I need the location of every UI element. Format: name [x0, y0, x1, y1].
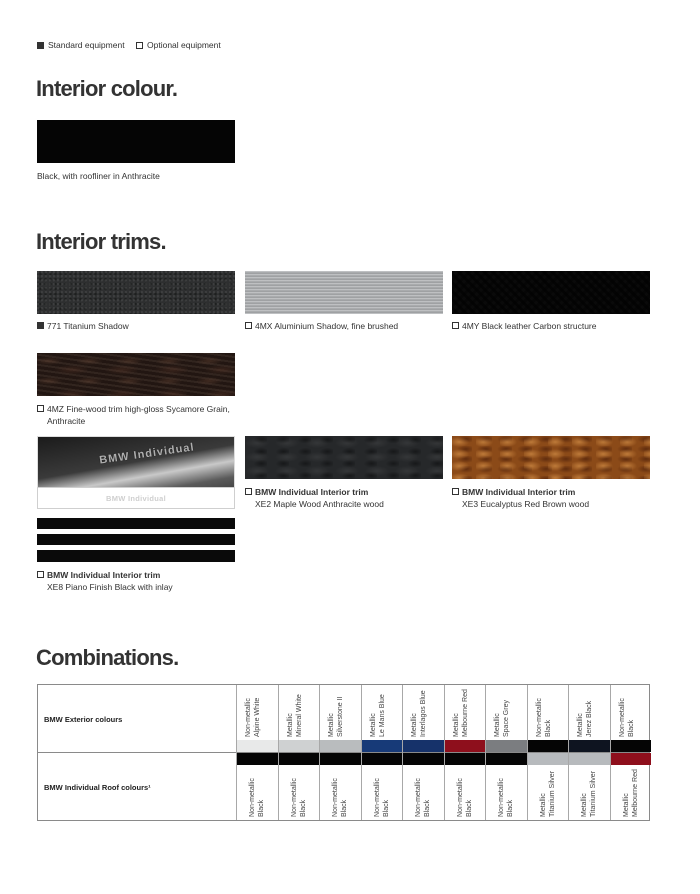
trim-label-line1: 4MZ Fine-wood trim high-gloss Sycamore Grain, [47, 404, 230, 414]
trim-swatch-eucalyptus [452, 436, 650, 479]
optional-equipment-square-icon [245, 322, 252, 329]
exterior-colour-type: Metallic [494, 713, 501, 737]
optional-equipment-square-icon [452, 322, 459, 329]
roof-colour-chip [403, 753, 444, 765]
trim-caption-piano-finish [37, 569, 173, 593]
combination-column [568, 685, 610, 820]
trim-heading: BMW Individual Interior trim [255, 487, 369, 497]
exterior-colour-name [411, 690, 428, 737]
piano-band [37, 518, 235, 529]
exterior-colour-chip [569, 740, 610, 752]
piano-band [37, 550, 235, 562]
roof-colour-name [457, 778, 474, 817]
legend-optional [136, 40, 221, 50]
bmw-individual-strip [37, 487, 235, 509]
exterior-colour-name [577, 701, 594, 737]
roof-colour-chip [362, 753, 403, 765]
exterior-colour-chip [320, 740, 361, 752]
trim-desc: XE3 Eucalyptus Red Brown wood [462, 499, 590, 509]
combination-column [444, 685, 486, 820]
combinations-title: Combinations. [36, 645, 179, 670]
exterior-colour-label: Black [544, 719, 551, 737]
trim-swatch-aluminium-shadow [245, 271, 443, 314]
trim-label: 4MY Black leather Carbon structure [462, 321, 597, 331]
roof-colour-chip [569, 753, 610, 765]
trim-label-line2: Anthracite [47, 416, 86, 426]
exterior-colour-chip [528, 740, 569, 752]
trim-heading: BMW Individual Interior trim [462, 487, 576, 497]
combination-column [485, 685, 527, 820]
exterior-colour-label: Mineral White [295, 694, 302, 737]
exterior-colour-type: Metallic [452, 713, 460, 737]
roof-colour-label: Black [423, 799, 431, 817]
exterior-colour-chip [237, 740, 278, 752]
roof-colour-type: Metallic [581, 793, 588, 817]
combination-column [278, 685, 320, 820]
trim-swatch-carbon-structure [452, 271, 650, 314]
legend-standard [37, 40, 125, 50]
optional-equipment-square-icon [37, 405, 44, 412]
roof-colour-name [415, 778, 432, 817]
trim-caption-titanium-shadow [37, 320, 129, 332]
trim-label: 4MX Aluminium Shadow, fine brushed [255, 321, 399, 331]
exterior-colour-chip [486, 740, 527, 752]
roof-colour-label: Titanium Silver [548, 770, 555, 817]
trim-heading: BMW Individual Interior trim [47, 570, 161, 580]
interior-colour-caption: Black, with roofliner in Anthracite [37, 171, 160, 181]
interior-colour-swatch [37, 120, 235, 163]
roof-colour-label: Black [340, 799, 348, 817]
exterior-colour-name [370, 694, 387, 737]
roof-colour-type: Non-metallic [498, 778, 505, 817]
roof-colour-label: Melbourne Red [631, 769, 638, 817]
trim-caption-maple-wood [245, 486, 384, 510]
exterior-colour-name [619, 698, 636, 737]
trim-swatch-titanium-shadow [37, 271, 235, 314]
roof-colour-chip [237, 753, 278, 765]
exterior-colour-type: Non-metallic [618, 698, 626, 737]
exterior-colour-chip [611, 740, 652, 752]
roof-colour-name [249, 778, 266, 817]
roof-colour-label: Black [299, 799, 306, 817]
combination-column [236, 685, 278, 820]
exterior-colour-label: Silverstone II [336, 696, 344, 737]
exterior-colour-type: Metallic [577, 713, 584, 737]
exterior-colour-chip [362, 740, 403, 752]
exterior-colour-type: Non-metallic [245, 698, 252, 737]
exterior-colour-name [494, 700, 511, 737]
bmw-individual-strip-label: BMW Individual [105, 493, 167, 503]
roof-colour-label: Black [257, 799, 265, 817]
interior-trims-title: Interior trims. [36, 229, 166, 254]
standard-equipment-square-icon [37, 322, 44, 329]
exterior-colour-label: Interlagos Blue [419, 690, 427, 737]
interior-colour-title: Interior colour. [36, 76, 178, 101]
trim-caption-aluminium-shadow [245, 320, 398, 332]
exterior-colour-chip [279, 740, 320, 752]
exterior-colour-type: Metallic [328, 713, 335, 737]
combination-column [402, 685, 444, 820]
roof-colour-chip [320, 753, 361, 765]
trim-swatch-piano-finish [37, 518, 235, 562]
optional-equipment-square-icon [452, 488, 459, 495]
combination-column [527, 685, 569, 820]
exterior-colour-chip [403, 740, 444, 752]
legend-optional-label: Optional equipment [147, 40, 221, 50]
trim-caption-eucalyptus [452, 486, 589, 510]
trim-label: 771 Titanium Shadow [47, 321, 129, 331]
roof-colour-label: Black [506, 799, 514, 817]
roof-colour-name [540, 771, 557, 817]
exterior-colour-label: Space Grey [502, 700, 510, 737]
trim-swatch-bmw-individual-sill [37, 436, 235, 509]
roof-colour-chip [611, 753, 652, 765]
bmw-individual-badge: BMW Individual [98, 441, 196, 467]
exterior-colour-chip [445, 740, 486, 752]
roof-colour-type: Non-metallic [290, 778, 298, 817]
combination-column [610, 685, 652, 820]
combination-column [361, 685, 403, 820]
exterior-colour-type: Metallic [369, 713, 377, 737]
roof-colour-name [374, 778, 391, 817]
roof-colour-type: Metallic [539, 793, 547, 817]
combinations-table [37, 684, 650, 821]
roof-colour-type: Metallic [622, 793, 630, 817]
trim-desc: XE2 Maple Wood Anthracite wood [255, 499, 384, 509]
exterior-colour-name [287, 694, 304, 737]
trim-swatch-sycamore-grain [37, 353, 235, 396]
roof-colour-chip [528, 753, 569, 765]
optional-equipment-square-icon [136, 42, 143, 49]
exterior-colour-label: Melbourne Red [461, 689, 468, 737]
roof-colour-label: Titanium Silver [589, 770, 597, 817]
exterior-colour-name [245, 698, 262, 737]
combination-column [319, 685, 361, 820]
roof-colours-label: BMW Individual Roof colours¹ [44, 783, 151, 792]
exterior-colour-label: Black [627, 719, 634, 737]
roof-colour-type: Non-metallic [373, 778, 381, 817]
roof-colour-chip [486, 753, 527, 765]
exterior-colour-type: Metallic [286, 713, 294, 737]
piano-band [37, 534, 235, 545]
optional-equipment-square-icon [37, 571, 44, 578]
roof-colour-label: Black [465, 799, 472, 817]
roof-colour-type: Non-metallic [249, 778, 256, 817]
exterior-colour-label: Le Mans Blue [378, 694, 385, 737]
roof-colour-type: Non-metallic [456, 778, 464, 817]
legend-standard-label: Standard equipment [48, 40, 125, 50]
roof-colour-chip [279, 753, 320, 765]
roof-colour-name [623, 769, 640, 817]
exterior-colours-label: BMW Exterior colours [44, 715, 123, 724]
exterior-colour-name [328, 697, 345, 737]
exterior-colour-type: Non-metallic [535, 698, 543, 737]
roof-colour-type: Non-metallic [332, 778, 339, 817]
optional-equipment-square-icon [245, 488, 252, 495]
trim-caption-sycamore-grain [37, 403, 237, 427]
trim-caption-carbon-structure [452, 320, 597, 332]
roof-colour-type: Non-metallic [415, 778, 422, 817]
exterior-colour-label: Jerez Black [585, 700, 593, 737]
roof-colour-name [291, 778, 308, 817]
exterior-colour-name [453, 689, 470, 737]
roof-colour-name [498, 778, 515, 817]
trim-desc: XE8 Piano Finish Black with inlay [47, 582, 173, 592]
roof-colour-name [332, 778, 349, 817]
roof-colour-label: Black [382, 799, 389, 817]
exterior-colour-type: Metallic [411, 713, 418, 737]
roof-colour-name [581, 771, 598, 817]
trim-swatch-maple-wood [245, 436, 443, 479]
exterior-colour-name [536, 698, 553, 737]
standard-equipment-square-icon [37, 42, 44, 49]
exterior-colour-label: Alpine White [253, 697, 261, 737]
roof-colour-chip [445, 753, 486, 765]
